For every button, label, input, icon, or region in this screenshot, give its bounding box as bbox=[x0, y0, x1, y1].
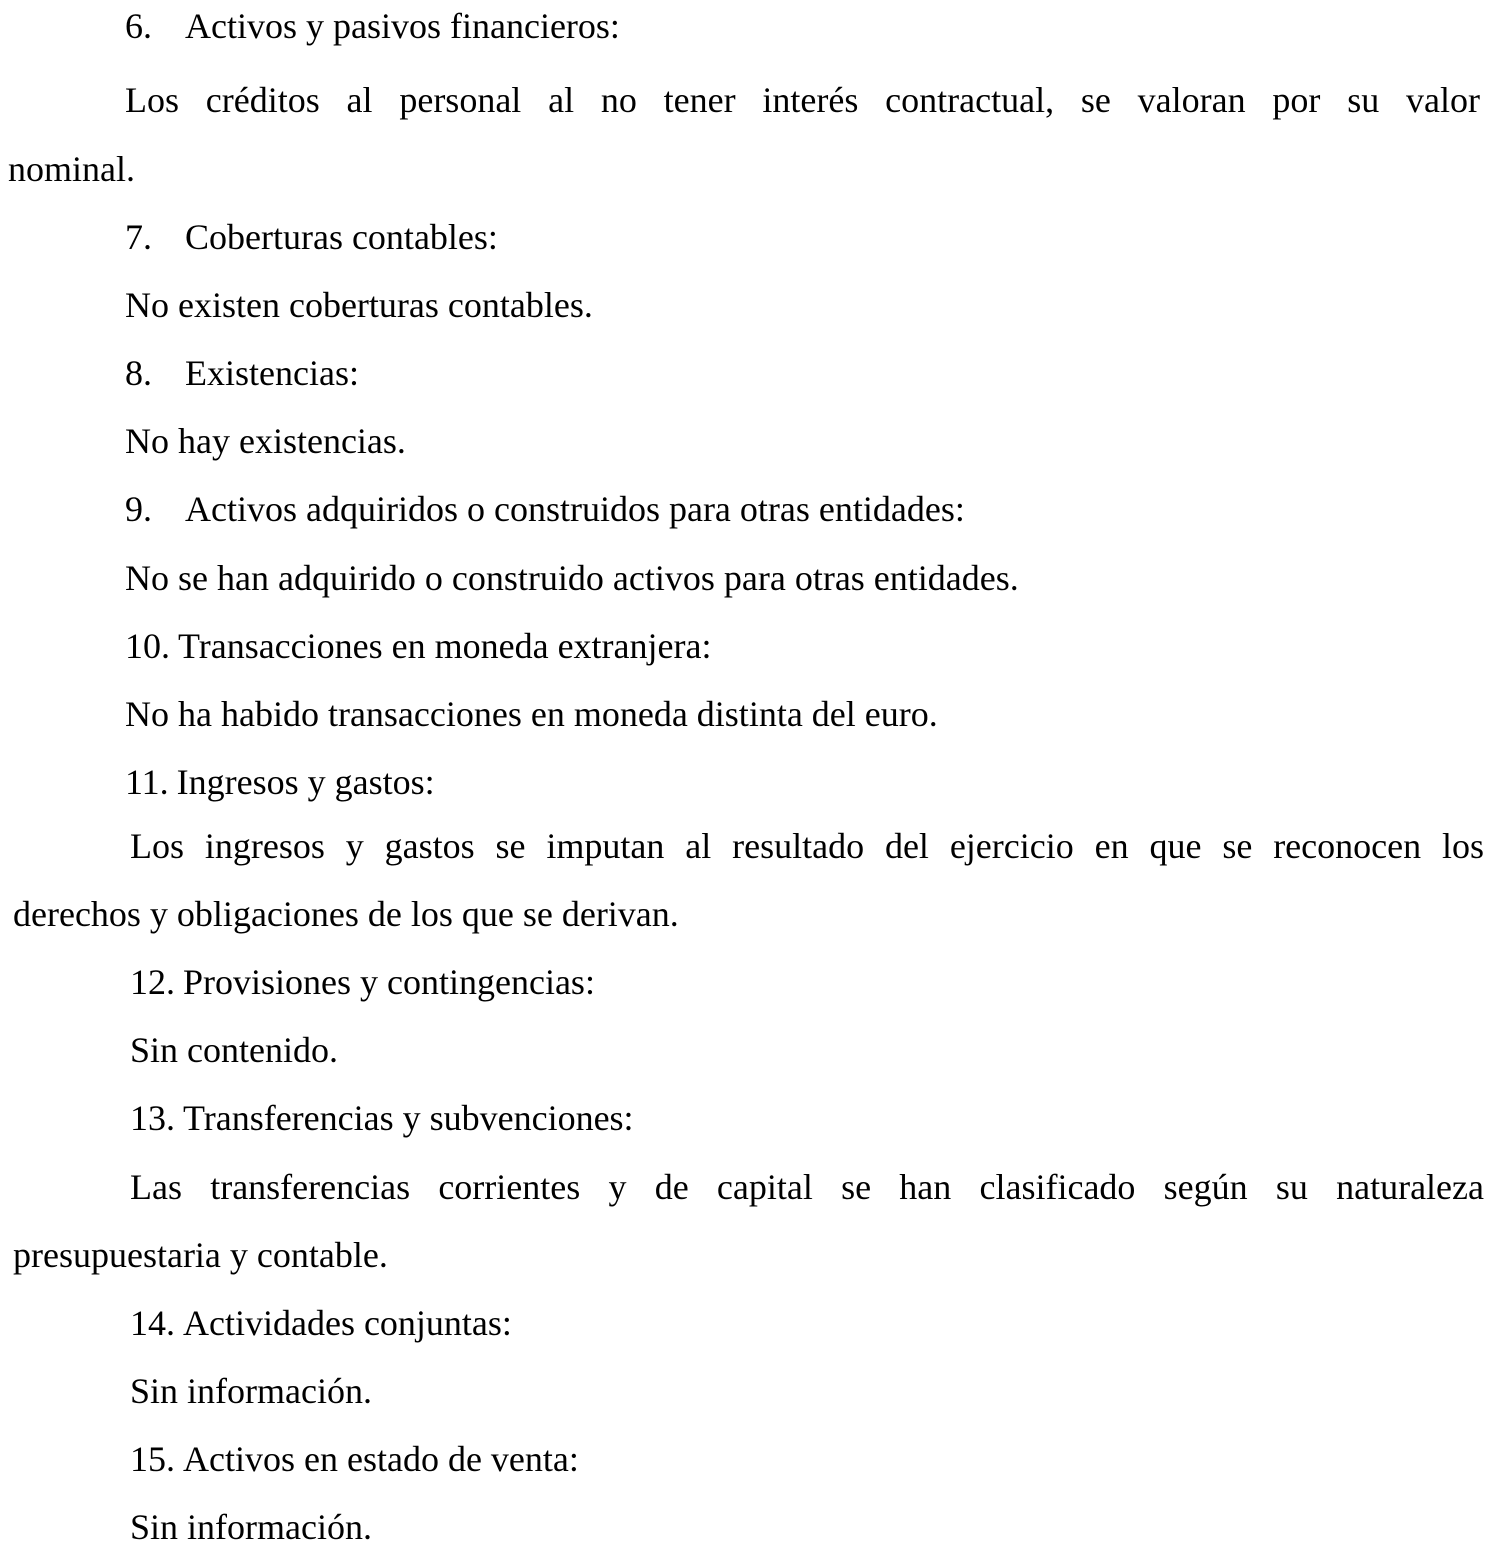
section-number: 10. bbox=[125, 626, 170, 666]
section-13-heading bbox=[130, 1096, 634, 1140]
section-number: 8. bbox=[125, 353, 152, 393]
section-10-body: No ha habido transacciones en moneda distinta del euro. bbox=[125, 694, 938, 734]
section-11-body-line-2: derechos y obligaciones de los que se derivan. bbox=[13, 894, 679, 934]
section-8-heading bbox=[125, 351, 359, 395]
section-9-heading bbox=[125, 487, 965, 531]
section-title: Transferencias y subvenciones: bbox=[183, 1098, 634, 1138]
section-title: Activos en estado de venta: bbox=[183, 1439, 579, 1479]
section-title: Existencias: bbox=[185, 353, 359, 393]
section-number: 6. bbox=[125, 6, 152, 46]
section-15-heading bbox=[130, 1437, 579, 1481]
section-7-body: No existen coberturas contables. bbox=[125, 285, 593, 325]
section-title: Ingresos y gastos: bbox=[176, 762, 435, 802]
section-6-heading bbox=[125, 4, 620, 48]
section-10-heading bbox=[125, 624, 711, 668]
section-11-body-line-1: Los ingresos y gastos se imputan al resultado del ejercicio en que se reconocen los bbox=[130, 826, 1484, 866]
section-13-body-line-2: presupuestaria y contable. bbox=[13, 1235, 388, 1275]
section-title: Actividades conjuntas: bbox=[183, 1303, 512, 1343]
section-14-heading bbox=[130, 1301, 512, 1345]
section-number: 11. bbox=[125, 762, 169, 802]
section-12-body: Sin contenido. bbox=[130, 1030, 338, 1070]
section-title: Activos y pasivos financieros: bbox=[185, 6, 620, 46]
section-number: 13. bbox=[130, 1098, 175, 1138]
section-12-heading bbox=[130, 960, 595, 1004]
section-number: 15. bbox=[130, 1439, 175, 1479]
section-11-heading bbox=[125, 760, 435, 804]
section-6-body-line-1: Los créditos al personal al no tener interés contractual, se valoran por su valor bbox=[125, 80, 1480, 120]
section-14-body: Sin información. bbox=[130, 1371, 372, 1411]
section-number: 7. bbox=[125, 217, 152, 257]
section-6-body-line-2: nominal. bbox=[8, 149, 135, 189]
section-13-body-line-1: Las transferencias corrientes y de capital se han clasificado según su naturaleza bbox=[130, 1167, 1484, 1207]
section-8-body: No hay existencias. bbox=[125, 421, 406, 461]
section-number: 12. bbox=[130, 962, 175, 1002]
section-7-heading bbox=[125, 215, 498, 259]
section-title: Provisiones y contingencias: bbox=[183, 962, 595, 1002]
section-9-body: No se han adquirido o construido activos para otras entidades. bbox=[125, 558, 1019, 598]
section-number: 14. bbox=[130, 1303, 175, 1343]
section-title: Transacciones en moneda extranjera: bbox=[178, 626, 712, 666]
section-number: 9. bbox=[125, 489, 152, 529]
section-15-body: Sin información. bbox=[130, 1507, 372, 1547]
section-title: Coberturas contables: bbox=[185, 217, 498, 257]
section-title: Activos adquiridos o construidos para otras entidades: bbox=[185, 489, 965, 529]
